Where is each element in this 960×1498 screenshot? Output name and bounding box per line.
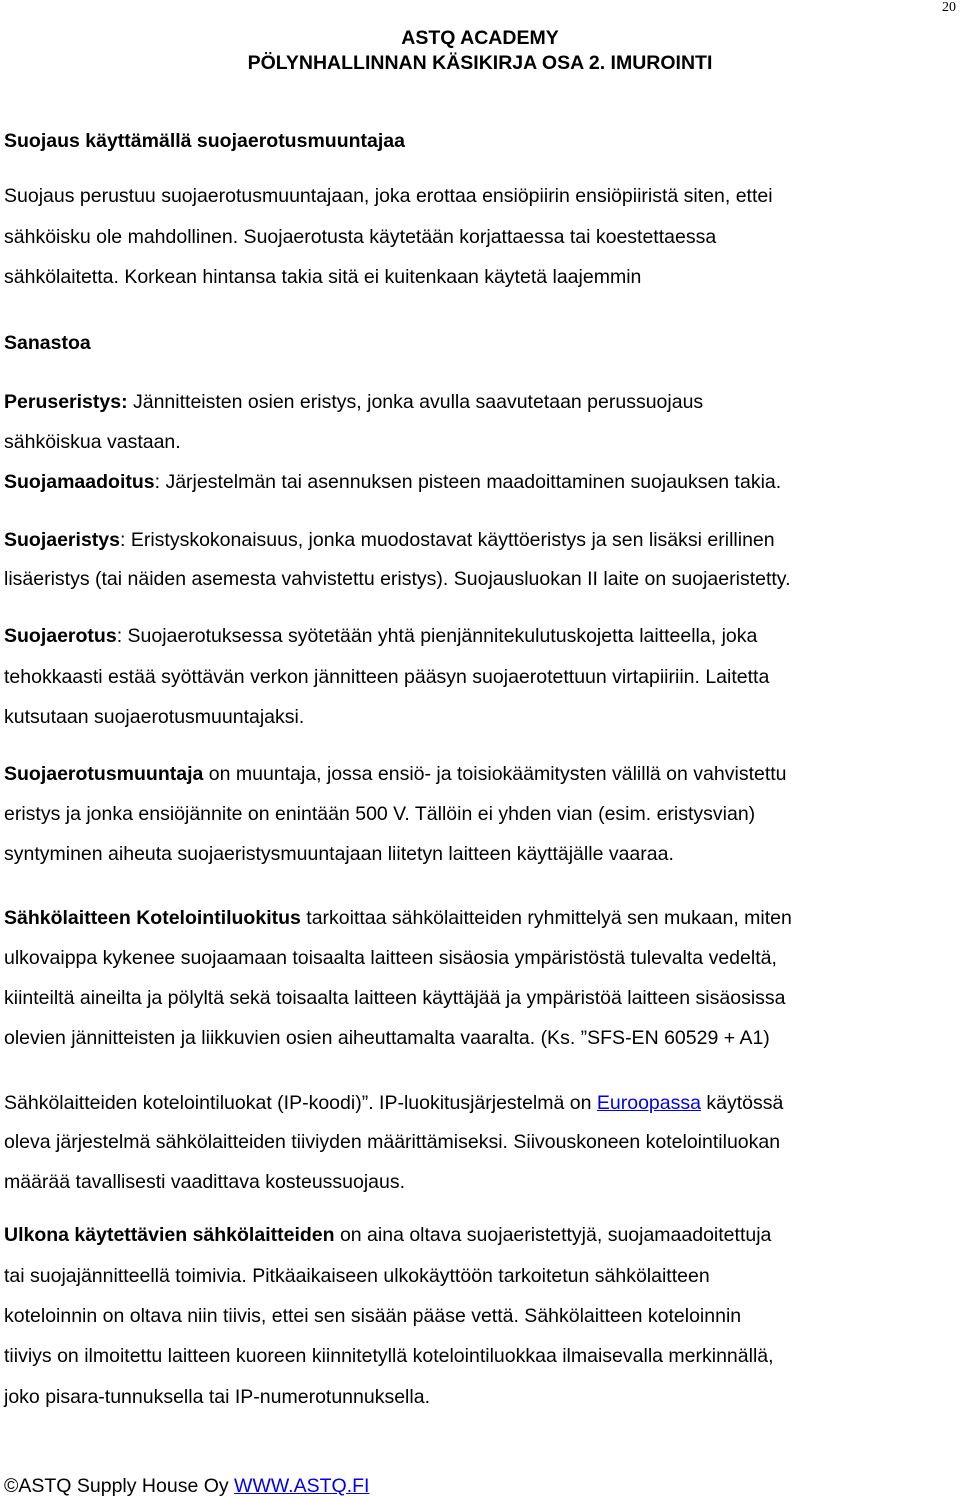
document-subtitle: PÖLYNHALLINNAN KÄSIKIRJA OSA 2. IMUROINTI [247, 52, 713, 74]
term-kotelointiluokitus-line-4: olevien jännitteisten ja liikkuvien osien aiheuttamalta vaaralta. (Ks. ”SFS-EN 60529 + A1) [4, 1027, 770, 1049]
section-heading: Suojaus käyttämällä suojaerotusmuuntajaa [4, 130, 405, 152]
definition-text: : Eristyskokonaisuus, jonka muodostavat käyttöeristys ja sen lisäksi erillinen [119, 529, 775, 551]
term-ulkona-line-2: tai suojajännitteellä toimivia. Pitkäaikaiseen ulkokäyttöön tarkoitetun sähkölaitteen [4, 1265, 710, 1287]
term-kotelointiluokitus-line-2: ulkovaippa kykenee suojaamaan toisaalta laitteen sisäosia ympäristöstä tulevalta vedeltä, [4, 947, 777, 969]
definition-text: on muuntaja, jossa ensiö- ja toisiokäämitysten välillä on vahvistettu [203, 763, 787, 785]
term-suojaerotus: Suojaerotus [4, 625, 117, 647]
ip-paragraph-line-3: määrää tavallisesti vaadittava kosteussuojaus. [4, 1171, 406, 1193]
ip-paragraph-line-1 [4, 1083, 958, 1124]
intro-line-1: Suojaus perustuu suojaerotusmuuntajaan, joka erottaa ensiöpiirin ensiöpiiristä siten, ettei [4, 185, 773, 207]
intro-line-3: sähkölaitetta. Korkean hintansa takia sitä ei kuitenkaan käytetä laajemmin [4, 266, 642, 288]
glossary-heading: Sanastoa [4, 332, 91, 354]
document-title: ASTQ ACADEMY [401, 27, 559, 49]
term-ulkona-line-4: tiiviys on ilmoitettu laitteen kuoreen kiinnitetyllä kotelointiluokkaa ilmaisevalla merkinnällä, [4, 1345, 774, 1367]
term-ulkona-line-3: koteloinnin on oltava niin tiivis, ettei sen sisään pääse vettä. Sähkölaitteen koteloinnin [4, 1305, 742, 1327]
ip-text-start: Sähkölaitteiden kotelointiluokat (IP-koodi)”. IP-luokitusjärjestelmä on [4, 1092, 597, 1114]
definition-text: on aina oltava suojaeristettyjä, suojamaadoitettuja [334, 1224, 772, 1246]
intro-line-2: sähköisku ole mahdollinen. Suojaerotusta käytetään korjattaessa tai koestettaessa [4, 226, 717, 248]
page-number: 20 [942, 0, 956, 15]
term-peruseristys-line-2: sähköiskua vastaan. [4, 431, 181, 453]
term-suojaeristys-line-1 [4, 520, 958, 561]
term-peruseristys: Peruseristys: [4, 391, 128, 413]
term-kotelointiluokitus-line-1 [4, 898, 958, 939]
term-suojamaadoitus: Suojamaadoitus [4, 471, 155, 493]
term-suojaerotus-line-1 [4, 616, 958, 657]
term-suojaerotus-line-2: tehokkaasti estää syöttävän verkon jännitteen pääsyn suojaerotettuun virtapiiriin. Laitetta [4, 666, 770, 688]
euroopassa-link[interactable]: Euroopassa [596, 1092, 701, 1114]
term-ulkona-line-5: joko pisara-tunnuksella tai IP-numerotunnuksella. [4, 1386, 430, 1408]
term-ulkona-line-1 [4, 1215, 958, 1256]
term-suojaerotus-line-3: kutsutaan suojaerotusmuuntajaksi. [4, 706, 305, 728]
term-suojaerotusmuuntaja-line-1 [4, 754, 958, 795]
term-suojamaadoitus-line-1 [4, 462, 958, 503]
term-suojaerotusmuuntaja: Suojaerotusmuuntaja [4, 763, 204, 785]
definition-text: : Järjestelmän tai asennuksen pisteen maadoittaminen suojauksen takia. [154, 471, 782, 493]
definition-text: tarkoittaa sähkölaitteiden ryhmittelyä sen mukaan, miten [300, 907, 792, 929]
ip-text-end: käytössä [700, 1092, 784, 1114]
term-suojaerotusmuuntaja-line-2: eristys ja jonka ensiöjännite on enintään 500 V. Tällöin ei yhden vian (esim. eristysvian) [4, 803, 756, 825]
term-peruseristys-line-1 [4, 382, 958, 423]
definition-text: Jännitteisten osien eristys, jonka avulla saavutetaan perussuojaus [127, 391, 704, 413]
footer [4, 1474, 369, 1498]
term-suojaeristys-line-2: lisäeristys (tai näiden asemesta vahvistettu eristys). Suojausluokan II laite on suojaeristetty. [4, 568, 791, 590]
footer-copyright: ©ASTQ Supply House Oy [4, 1475, 235, 1497]
footer-website-link[interactable]: WWW.ASTQ.FI [234, 1475, 370, 1497]
definition-text: : Suojaerotuksessa syötetään yhtä pienjännitekulutuskojetta laitteella, joka [116, 625, 758, 647]
term-kotelointiluokitus: Sähkölaitteen Kotelointiluokitus [4, 907, 301, 929]
term-suojaeristys: Suojaeristys [4, 529, 120, 551]
term-suojaerotusmuuntaja-line-3: syntyminen aiheuta suojaeristysmuuntajaan liitetyn laitteen käyttäjälle vaaraa. [4, 843, 674, 865]
term-kotelointiluokitus-line-3: kiinteiltä aineilta ja pölyltä sekä toisaalta laitteen käyttäjää ja ympäristöä laitteen sisäosissa [4, 987, 786, 1009]
term-ulkona: Ulkona käytettävien sähkölaitteiden [4, 1224, 335, 1246]
ip-paragraph-line-2: oleva järjestelmä sähkölaitteiden tiiviyden määrittämiseksi. Siivouskoneen kotelointiluokan [4, 1131, 781, 1153]
